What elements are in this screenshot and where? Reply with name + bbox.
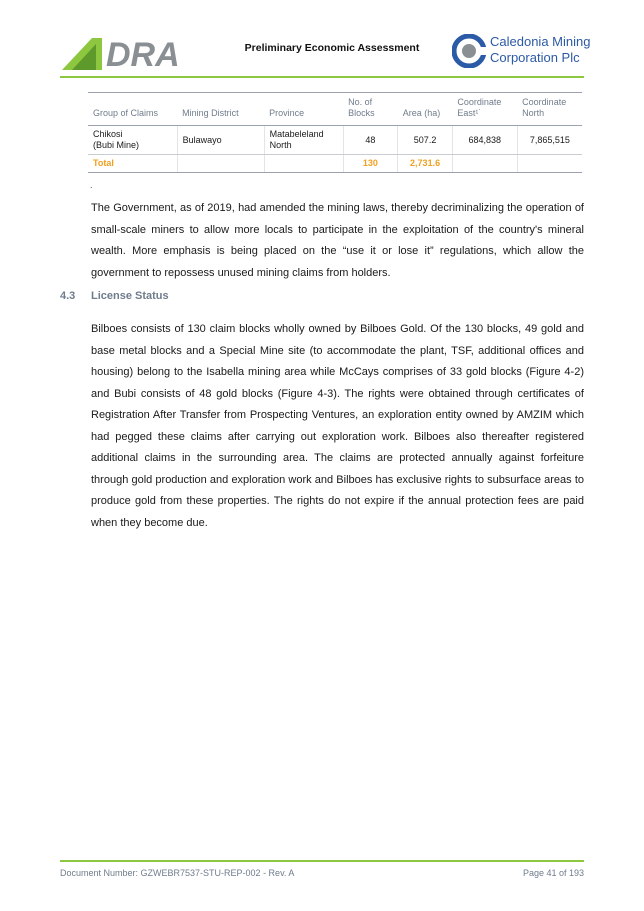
cell-province-line2: North (269, 140, 292, 150)
total-blocks: 130 (343, 155, 398, 173)
section-title: License Status (91, 290, 169, 302)
cell-blocks: 48 (343, 126, 398, 155)
document-number: Document Number: GZWEBR7537-STU-REP-002 - Rev. A (60, 868, 295, 878)
svg-text:DRA: DRA (106, 36, 180, 72)
total-empty-district (177, 155, 264, 173)
page-header (56, 28, 592, 76)
table-total-row (88, 155, 582, 173)
cell-area: 507.2 (398, 126, 453, 155)
total-empty-province (264, 155, 343, 173)
col-header-east: Coordinate East¹˙ (452, 93, 517, 126)
caledonia-logo (452, 32, 592, 70)
claims-table (88, 92, 582, 173)
cell-north: 7,865,515 (517, 126, 582, 155)
total-area: 2,731.6 (398, 155, 453, 173)
caledonia-name-line2: Corporation Plc (490, 50, 580, 65)
cell-province (264, 126, 343, 155)
footer-divider (60, 860, 584, 862)
col-header-blocks: No. of Blocks (343, 93, 398, 126)
dra-logo (62, 32, 200, 72)
table-header-row (88, 93, 582, 126)
paragraph-license-status: Bilboes consists of 130 claim blocks wholly owned by Bilboes Gold. Of the 130 blocks, 49 gold and base metal blocks and a Special Mine site (to accommodate the plant, TSF, additional offices and housing) belong to the Isabella mining area while McCays comprises of 33 gold blocks (Figure 4-2) and Bubi consists of 48 gold blocks (Figure 4-3). The rights were obtained through certificates of Registration After Transfer from Prospecting Ventures, an exploration entity owned by AMZIM which had pegged these claims after carrying out exploration work. Bilboes also thereafter registered additional claims in the surrounding area. The claims are protected annually against forfeiture through gold production and exploration work and Bilboes has exclusive rights to subsurface areas to produce gold from these properties. The rights do not expire if the annual protection fees are paid when they become due. (91, 323, 584, 529)
total-empty-north (517, 155, 582, 173)
cell-district: Bulawayo (177, 126, 264, 155)
paragraph-mining-laws: The Government, as of 2019, had amended the mining laws, thereby decriminalizing the operation of small-scale miners to allow more locals to participate in the exploitation of the country's mineral wealth. More emphasis is being placed on the “use it or lose it” regulations, which allow the government to repossess unused mining claims from holders. (91, 202, 584, 279)
cell-province-line1: Matabeleland (269, 129, 324, 139)
col-header-group: Group of Claims (88, 93, 177, 126)
cell-group-line1: Chikosi (93, 129, 123, 139)
col-header-district: Mining District (177, 93, 264, 126)
table-row (88, 126, 582, 155)
section-number: 4.3 (60, 290, 76, 302)
header-title: Preliminary Economic Assessment (244, 42, 420, 54)
page-number: Page 41 of 193 (522, 868, 584, 878)
caledonia-mark-icon (452, 34, 486, 68)
total-label: Total (88, 155, 177, 173)
col-header-area: Area (ha) (398, 93, 453, 126)
cell-east: 684,838 (452, 126, 517, 155)
col-header-north: Coordinate North (517, 93, 582, 126)
cell-group-line2: (Bubi Mine) (93, 140, 140, 150)
cell-group (88, 126, 177, 155)
total-empty-east (452, 155, 517, 173)
header-divider (60, 76, 584, 78)
table-note: . (90, 180, 93, 190)
caledonia-name-line1: Caledonia Mining (490, 34, 591, 49)
col-header-province: Province (264, 93, 343, 126)
